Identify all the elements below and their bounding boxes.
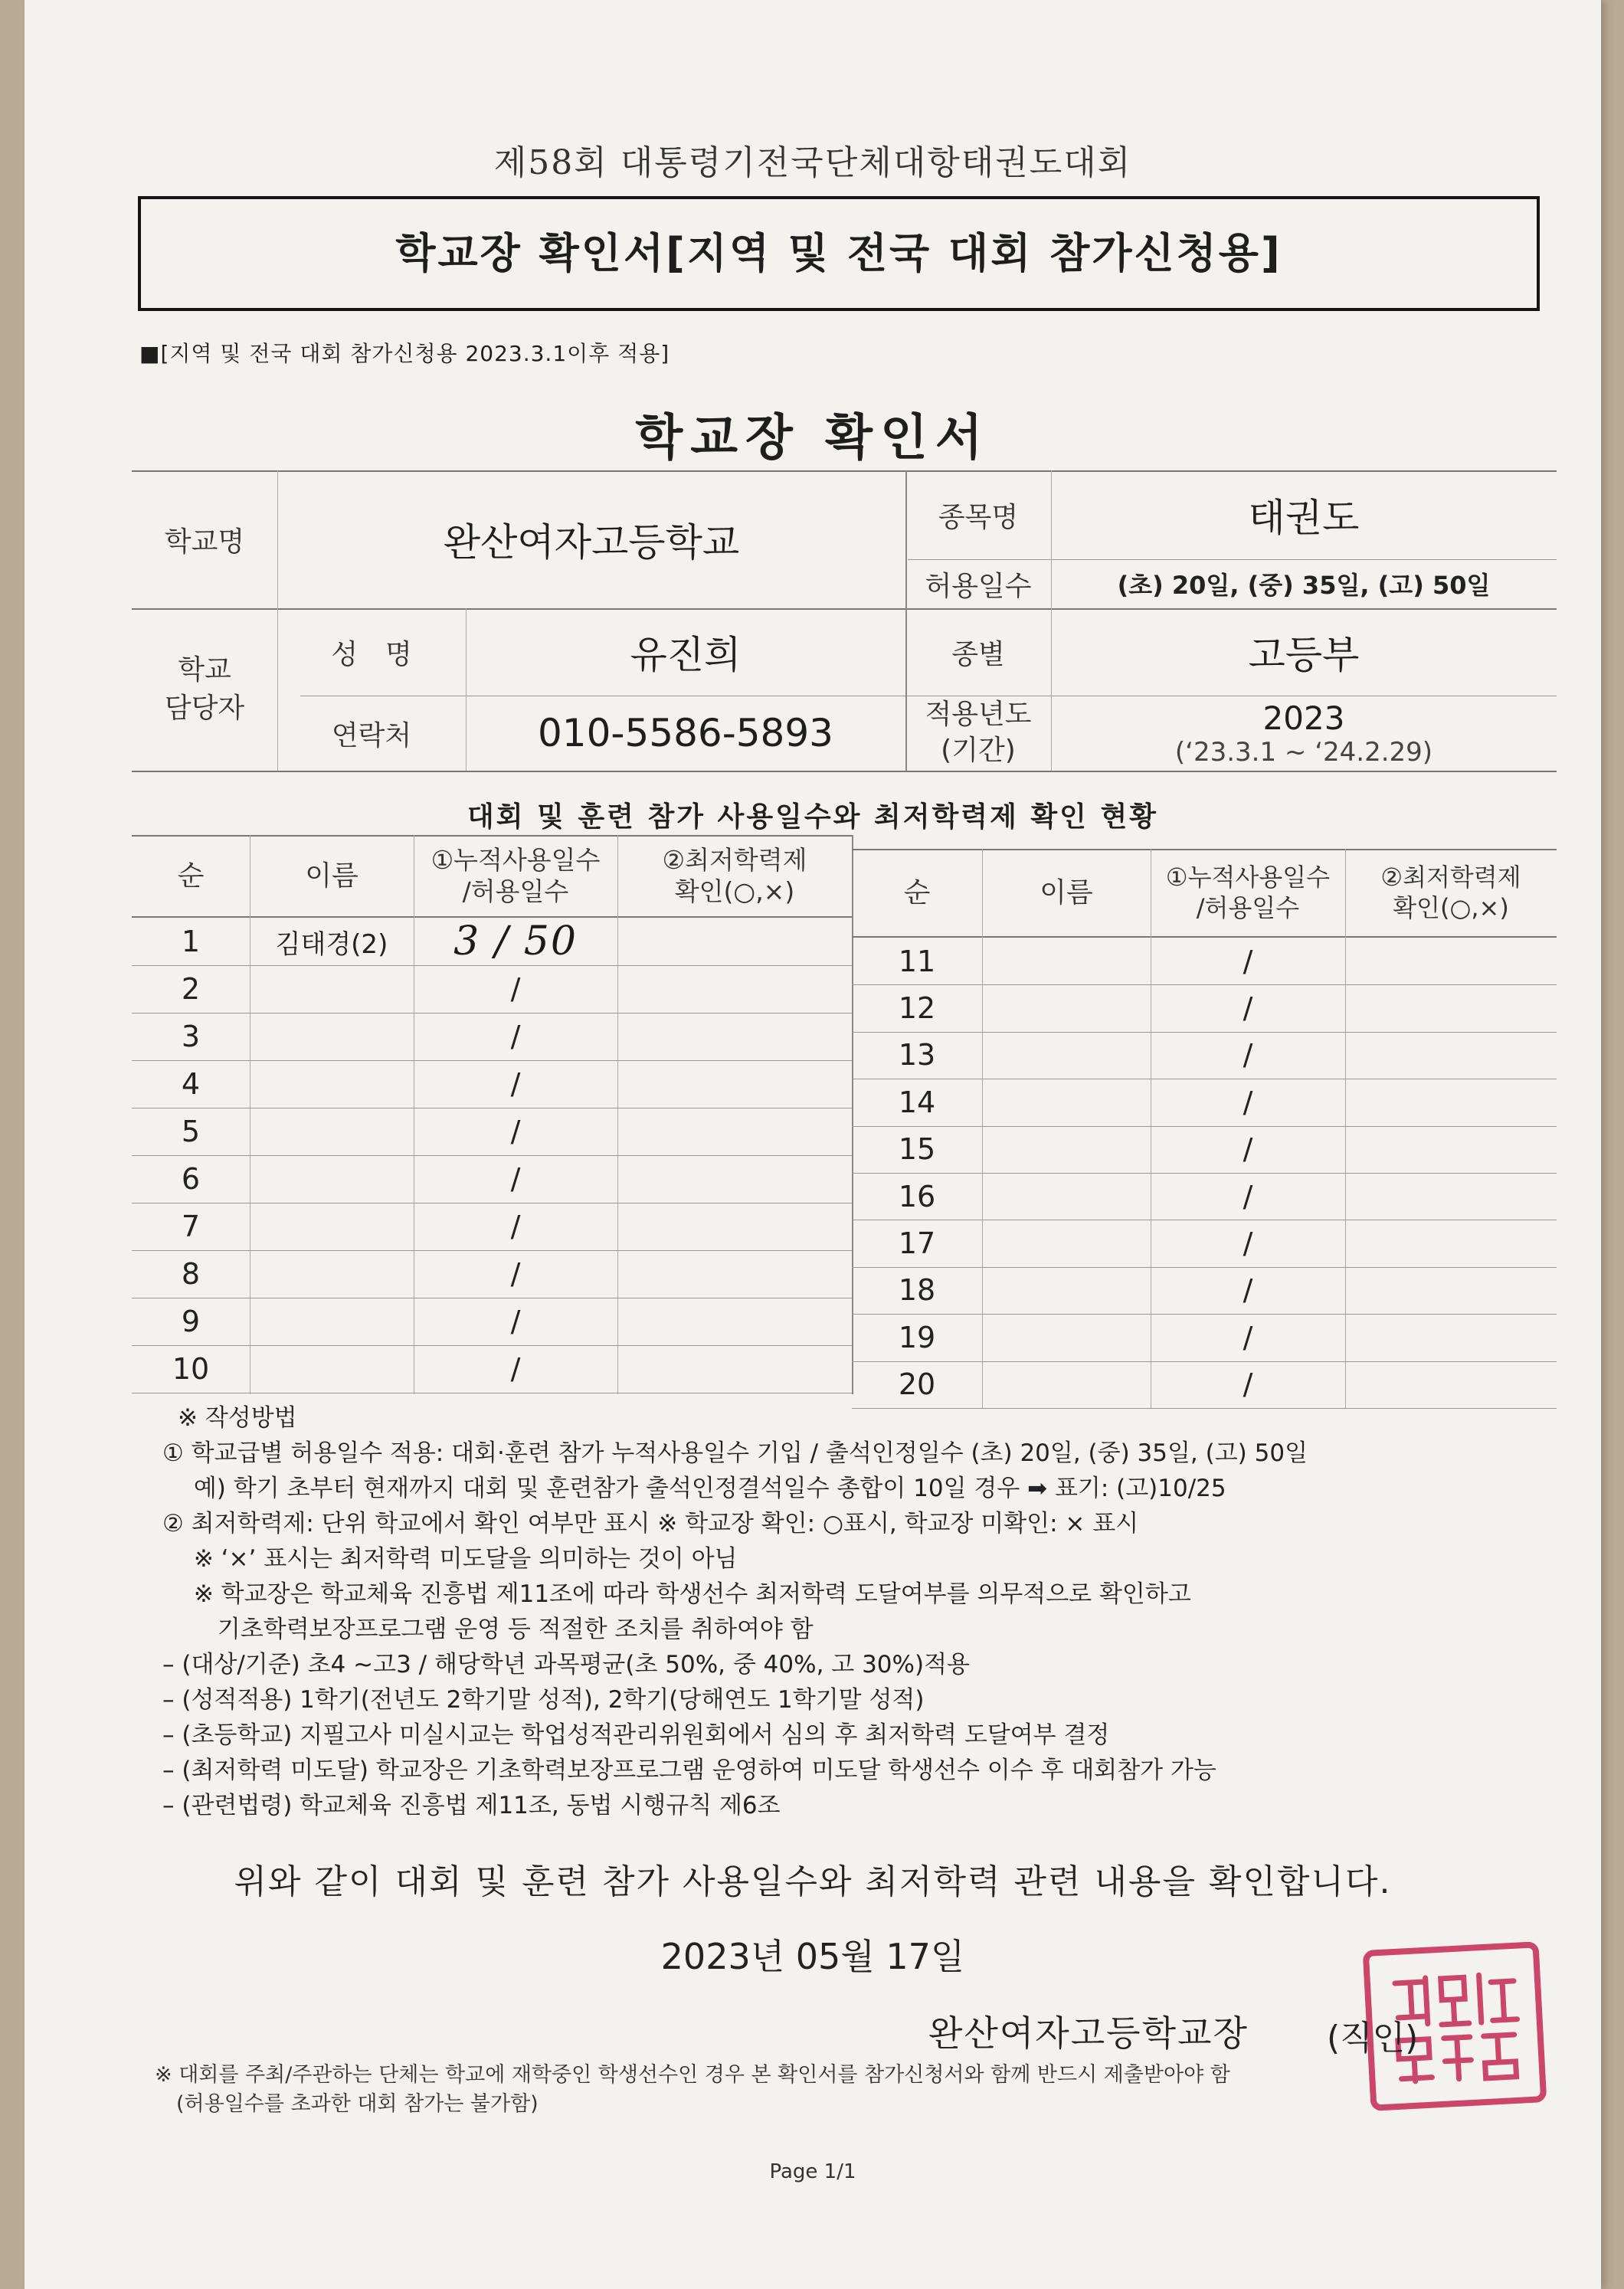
right-row-no-cell: 17 <box>898 1226 936 1261</box>
left-row-name-cell <box>250 965 414 1013</box>
right-row-name-cell <box>982 938 1151 984</box>
instruction-line: 예) 학기 초부터 현재까지 대회 및 훈련참가 출석인정결석일수 총합이 10일 경우 ➡ 표기: (고)10/25 <box>162 1475 1226 1502</box>
right-row-name-cell <box>982 1173 1151 1220</box>
left-row-days-cell: / <box>510 972 521 1006</box>
right-row-no-cell: 11 <box>898 944 936 978</box>
division-value: 고등부 <box>1248 633 1360 677</box>
issue-date: 2023년 05월 17일 <box>660 1936 965 1977</box>
name-label: 성 명 <box>331 638 412 670</box>
left-header-check: ②최저학력제 확인(○,×) <box>662 844 807 906</box>
footnote-line: (허용일수를 초과한 대회 참가는 불가함) <box>176 2092 539 2116</box>
left-row-no-cell: 2 <box>181 972 201 1006</box>
form-note: ■[지역 및 전국 대회 참가신청용 2023.3.1이후 적용] <box>139 341 670 366</box>
right-row-check-cell <box>1345 1267 1557 1314</box>
instruction-line: ② 최저학력제: 단위 학교에서 확인 여부만 표시 ※ 학교장 확인: ○표시, 학교장 미확인: × 표시 <box>162 1510 1139 1537</box>
left-row-name-cell: 김태경(2) <box>275 928 388 960</box>
right-row-no-cell: 18 <box>898 1273 936 1308</box>
year-cell <box>1051 696 1557 771</box>
doc-title: 학교장 확인서 <box>635 410 990 467</box>
year-value: 2023 <box>1262 699 1345 737</box>
left-row-no-cell: 5 <box>181 1115 201 1148</box>
instruction-line: – (관련법령) 학교체육 진흥법 제11조, 동법 시행규칙 제6조 <box>162 1792 781 1819</box>
right-row-days-cell: / <box>1243 1226 1253 1261</box>
left-row-check-cell <box>617 965 852 1013</box>
left-row-days-cell: / <box>510 1162 521 1196</box>
left-row-days-cell: / <box>510 1067 521 1101</box>
left-row-no-cell: 7 <box>181 1210 201 1243</box>
instruction-line: – (최저학력 미도달) 학교장은 기초학력보장프로그램 운영하여 미도달 학생선수 이수 후 대회참가 가능 <box>162 1757 1216 1784</box>
right-row-days-cell: / <box>1243 1320 1253 1354</box>
right-row-no-cell: 13 <box>898 1038 936 1072</box>
left-row-name-cell <box>250 1203 414 1250</box>
instruction-line: ※ ‘×’ 표시는 최저학력 미도달을 의미하는 것이 아님 <box>162 1545 738 1573</box>
left-row-check-cell <box>617 1013 852 1060</box>
right-row-name-cell <box>982 1032 1151 1079</box>
left-row-name-cell <box>250 1250 414 1298</box>
sport-value: 태권도 <box>1248 496 1360 540</box>
left-row-name-cell <box>250 1298 414 1345</box>
right-row-check-cell <box>1345 1126 1557 1173</box>
left-row-no-cell: 9 <box>181 1305 201 1338</box>
right-row-days-cell: / <box>1243 1132 1253 1167</box>
document-page <box>25 0 1601 2289</box>
left-row-name-cell <box>250 1108 414 1155</box>
right-header-no: 순 <box>903 876 931 909</box>
right-row-name-cell <box>982 1220 1151 1266</box>
contact-value: 010-5586-5893 <box>537 711 833 755</box>
left-row-name-cell <box>250 1013 414 1060</box>
right-row-days-cell: / <box>1243 1085 1253 1119</box>
instruction-line: ※ 학교장은 학교체육 진흥법 제11조에 따라 학생선수 최저학력 도달여부를 의무적으로 확인하고 <box>162 1580 1191 1608</box>
left-row-check-cell <box>617 1250 852 1298</box>
seal-label: (직인) <box>1327 2019 1419 2058</box>
right-row-check-cell <box>1345 1314 1557 1361</box>
left-row-days-cell: / <box>510 1352 521 1386</box>
right-header-name: 이름 <box>1040 876 1093 909</box>
principal-name: 완산여자고등학교장 <box>928 2012 1249 2054</box>
school-label: 학교명 <box>164 526 245 558</box>
left-row-check-cell <box>617 918 852 965</box>
left-row-days-cell: / <box>510 1020 521 1053</box>
left-row-check-cell <box>617 1155 852 1203</box>
event-title: 제58회 대통령기전국단체대항태권도대회 <box>493 143 1132 182</box>
left-row-name-cell <box>250 1060 414 1108</box>
right-row-no-cell: 12 <box>898 991 936 1026</box>
right-row-no-cell: 16 <box>898 1179 936 1213</box>
instruction-line: 기초학력보장프로그램 운영 등 적절한 조치를 취하여야 함 <box>162 1616 814 1643</box>
left-header-days: ①누적사용일수 /허용일수 <box>431 844 601 906</box>
confirm-statement: 위와 같이 대회 및 훈련 참가 사용일수와 최저학력 관련 내용을 확인합니다. <box>234 1862 1392 1901</box>
instruction-line: – (성적적용) 1학기(전년도 2학기말 성적), 2학기(당해연도 1학기말 성적) <box>162 1686 925 1714</box>
year-label: 적용년도 (기간) <box>925 699 1032 766</box>
left-row-name-cell <box>250 1155 414 1203</box>
right-row-check-cell <box>1345 1079 1557 1125</box>
school-value: 완산여자고등학교 <box>443 520 740 565</box>
right-row-days-cell: / <box>1243 1179 1253 1213</box>
left-header-name: 이름 <box>305 860 359 892</box>
right-row-days-cell: / <box>1243 991 1253 1026</box>
instruction-line: ① 학교급별 허용일수 적용: 대회·훈련 참가 누적사용일수 기입 / 출석인정일수 (초) 20일, (중) 35일, (고) 50일 <box>162 1439 1308 1467</box>
manager-label: 학교 담당자 <box>164 653 245 724</box>
page-number: Page 1/1 <box>769 2160 856 2183</box>
footnote-line: ※ 대회를 주최/주관하는 단체는 학교에 재학중인 학생선수인 경우 본 확인서를 참가신청서와 함께 반드시 제출받아야 함 <box>155 2063 1230 2087</box>
section-title: 대회 및 훈련 참가 사용일수와 최저학력제 확인 현황 <box>467 801 1159 833</box>
right-row-check-cell <box>1345 1220 1557 1266</box>
right-header-days: ①누적사용일수 /허용일수 <box>1165 863 1331 922</box>
left-row-days-cell: 3 / 50 <box>453 919 578 964</box>
right-row-check-cell <box>1345 1173 1557 1220</box>
year-period: (‘23.3.1 ~ ‘24.2.29) <box>1174 736 1433 768</box>
form-title: 학교장 확인서[지역 및 전국 대회 참가신청용] <box>395 229 1282 277</box>
left-row-check-cell <box>617 1203 852 1250</box>
form-title-box <box>138 196 1540 311</box>
right-row-name-cell <box>982 1314 1151 1361</box>
left-row-no-cell: 4 <box>181 1067 201 1101</box>
left-row-check-cell <box>617 1108 852 1155</box>
right-row-check-cell <box>1345 938 1557 984</box>
left-row-no-cell: 6 <box>181 1162 201 1196</box>
division-label: 종별 <box>951 638 1005 670</box>
right-row-name-cell <box>982 1267 1151 1314</box>
left-row-name-cell <box>250 1345 414 1393</box>
right-row-days-cell: / <box>1243 1273 1253 1308</box>
left-row-days-cell: / <box>510 1257 521 1291</box>
instruction-line: – (대상/기준) 초4 ~고3 / 해당학년 과목평균(초 50%, 중 40%, 고 30%)적용 <box>162 1651 970 1678</box>
instruction-line: – (초등학교) 지필고사 미실시교는 학업성적관리위원회에서 심의 후 최저학력 도달여부 결정 <box>162 1721 1110 1749</box>
sport-label: 종목명 <box>938 501 1019 533</box>
left-row-no-cell: 10 <box>172 1352 210 1386</box>
right-row-no-cell: 15 <box>898 1132 936 1167</box>
allowed-days-value: (초) 20일, (중) 35일, (고) 50일 <box>1117 571 1491 600</box>
left-row-no-cell: 3 <box>181 1020 201 1053</box>
right-row-check-cell <box>1345 1032 1557 1079</box>
right-row-days-cell: / <box>1243 1367 1253 1402</box>
right-row-check-cell <box>1345 984 1557 1031</box>
right-row-name-cell <box>982 1126 1151 1173</box>
left-header-no: 순 <box>177 860 205 892</box>
left-row-days-cell: / <box>510 1115 521 1148</box>
right-row-days-cell: / <box>1243 1038 1253 1072</box>
right-row-days-cell: / <box>1243 944 1253 978</box>
instruction-line: ※ 작성방법 <box>178 1404 297 1432</box>
contact-label: 연락처 <box>331 719 412 752</box>
footnote <box>155 2061 1572 2119</box>
left-row-no-cell: 1 <box>181 925 201 958</box>
right-row-no-cell: 19 <box>898 1320 936 1354</box>
right-row-no-cell: 20 <box>898 1367 936 1402</box>
left-row-check-cell <box>617 1298 852 1345</box>
right-row-no-cell: 14 <box>898 1085 936 1119</box>
left-row-days-cell: / <box>510 1305 521 1338</box>
left-row-check-cell <box>617 1345 852 1393</box>
allowed-days-label: 허용일수 <box>925 570 1032 602</box>
right-row-name-cell <box>982 984 1151 1031</box>
writing-instructions <box>162 1400 1557 1823</box>
right-header-check: ②최저학력제 확인(○,×) <box>1380 863 1521 922</box>
left-row-days-cell: / <box>510 1210 521 1243</box>
name-value: 유진희 <box>630 633 742 677</box>
right-row-name-cell <box>982 1079 1151 1125</box>
left-row-check-cell <box>617 1060 852 1108</box>
left-row-no-cell: 8 <box>181 1257 201 1291</box>
